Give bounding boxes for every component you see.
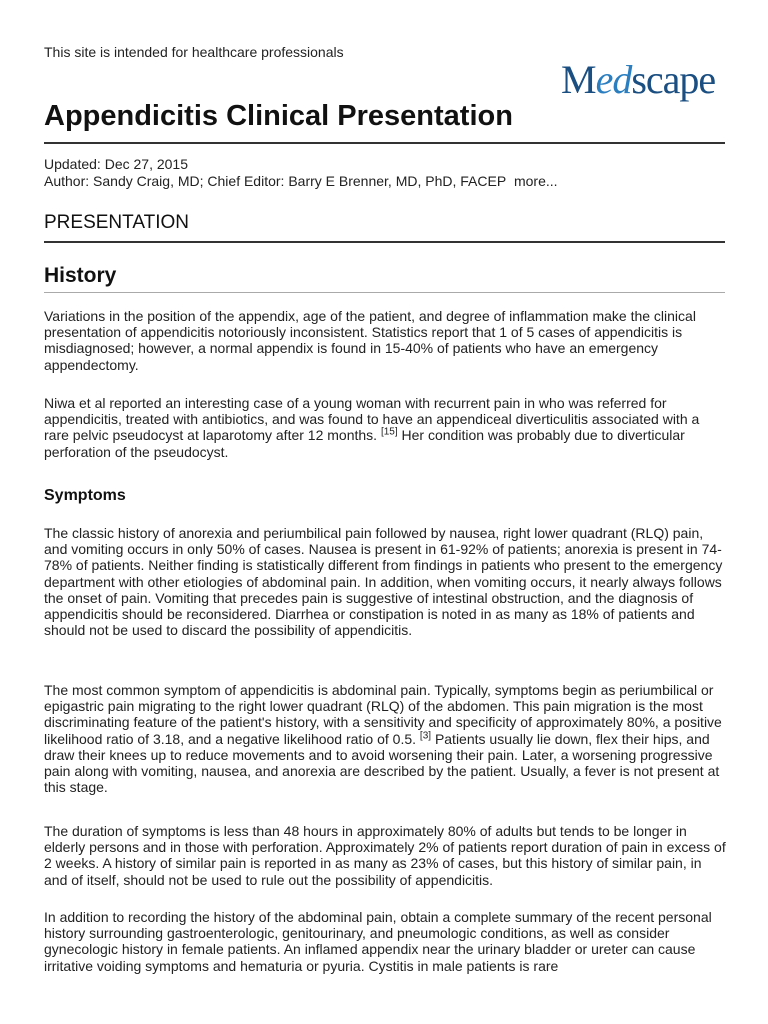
history-paragraph-2 bbox=[44, 395, 726, 460]
history-p2-text-a: Niwa et al reported an interesting case of a young woman with recurrent pain in who was referred for appendicitis, treated with antibiotics, and was found to have an appendiceal diverticulitis associated with a rare pelvic pseudocyst at laparotomy after 12 months. bbox=[44, 395, 700, 444]
symptoms-paragraph-1: The classic history of anorexia and periumbilical pain followed by nausea, right lower quadrant (RLQ) pain, and vomiting occurs in only 50% of cases. Nausea is present in 61-92% of patients; anorexia is present in 74-78% of patients. Neither finding is statistically different from findings in patients who present to the emergency department with other etiologies of abdominal pain. In addition, when vomiting occurs, it nearly always follows the onset of pain. Vomiting that precedes pain is suggestive of intestinal obstruction, and the diagnosis of appendicitis should be reconsidered. Diarrhea or constipation is noted in as many as 18% of patients and should not be used to discard the possibility of appendicitis. bbox=[44, 525, 723, 639]
reference-15-link[interactable]: [15] bbox=[380, 426, 398, 438]
section-divider bbox=[44, 241, 725, 243]
symptoms-p2-text-a: The most common symptom of appendicitis is abdominal pain. Typically, symptoms begin as periumbilical or epigastric pain migrating to the right lower quadrant (RLQ) of the abdomen. This pain migration is the most discriminating feature of the patient's history, with a sensitivity and specificity of approximately 80%, a positive likelihood ratio of 3.18, and a negative likelihood ratio of 0.5. bbox=[44, 682, 722, 747]
logo-part-m: M bbox=[561, 57, 596, 102]
more-authors-link[interactable]: more... bbox=[513, 173, 558, 189]
author-text: Author: Sandy Craig, MD; Chief Editor: Barry E Brenner, MD, PhD, FACEP bbox=[44, 173, 507, 189]
history-p2-text-b: Her condition was probably due to diverticular perforation of the pseudocyst. bbox=[44, 427, 685, 460]
section-label: PRESENTATION bbox=[44, 212, 189, 233]
symptoms-paragraph-2 bbox=[44, 682, 726, 795]
reference-3-link[interactable]: [3] bbox=[419, 729, 432, 741]
page-title: Appendicitis Clinical Presentation bbox=[44, 100, 513, 132]
symptoms-heading: Symptoms bbox=[44, 487, 126, 504]
history-divider bbox=[44, 292, 725, 293]
symptoms-p2-text-b: Patients usually lie down, flex their hips, and draw their knees up to reduce movements and to avoid worsening their pain. Later, a worsening progressive pain along with vomiting, nausea, and anorexia are described by the patient. Usually, a fever is not present at this stage. bbox=[44, 730, 720, 796]
medscape-logo[interactable] bbox=[561, 58, 715, 102]
history-paragraph-1: Variations in the position of the appendix, age of the patient, and degree of inflammation make the clinical presentation of appendicitis notoriously inconsistent. Statistics report that 1 of 5 cases of appendicitis is misdiagnosed; however, a normal appendix is found in 15-40% of patients who have an emergency appendectomy. bbox=[44, 308, 696, 373]
symptoms-paragraph-3: The duration of symptoms is less than 48 hours in approximately 80% of adults but tends to be longer in elderly persons and in those with perforation. Approximately 2% of patients report duration of pain in excess of 2 weeks. A history of similar pain is reported in as many as 23% of cases, but this history of similar pain, in and of itself, should not be used to rule out the possibility of appendicitis. bbox=[44, 823, 726, 888]
history-heading: History bbox=[44, 264, 117, 287]
logo-part-scape: scape bbox=[631, 57, 716, 102]
updated-date: Updated: Dec 27, 2015 bbox=[44, 156, 188, 172]
title-divider bbox=[44, 142, 725, 144]
author-line bbox=[44, 173, 558, 190]
professional-notice: This site is intended for healthcare professionals bbox=[44, 44, 344, 60]
logo-part-ed: ed bbox=[595, 57, 632, 102]
symptoms-paragraph-4: In addition to recording the history of the abdominal pain, obtain a complete summary of the recent personal history surrounding gastroenterologic, genitourinary, and pneumologic conditions, as well as consider gynecologic history in female patients. An inflamed appendix near the urinary bladder or ureter can cause irritative voiding symptoms and hematuria or pyuria. Cystitis in male patients is rare bbox=[44, 909, 712, 974]
article-meta bbox=[44, 156, 558, 190]
